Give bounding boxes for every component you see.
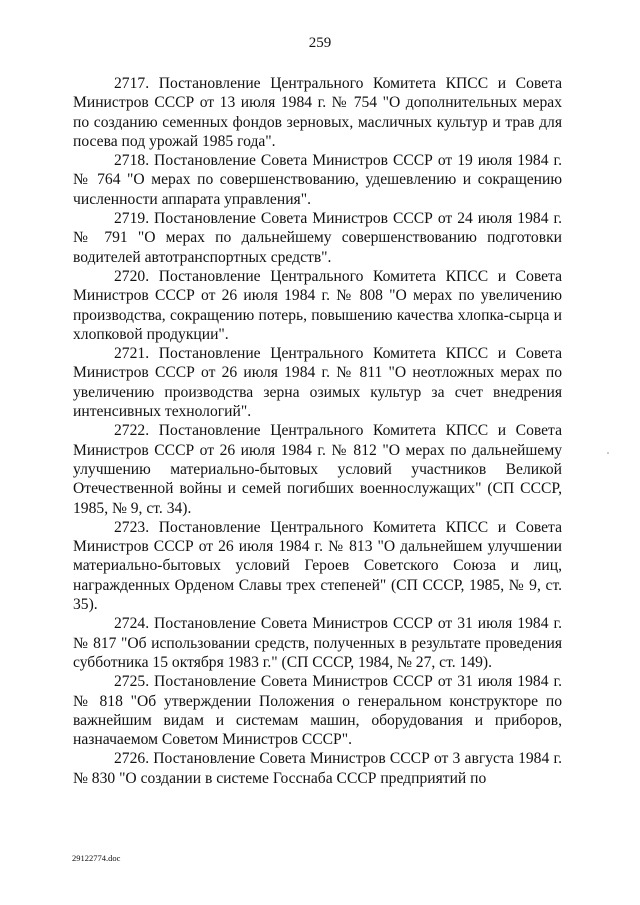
- page-number: 259: [308, 35, 332, 51]
- list-item: 2722. Постановление Центрального Комитета КПСС и Совета Министров СССР от 26 июля 1984 г. № 812 "О мерах по дальнейшему улучшению материально-бытовых условий участников Великой Отечественной войны и семей погибших военнослужащих" (СП СССР, 1985, № 9, ст. 34).: [73, 422, 562, 517]
- list-item: 2717. Постановление Центрального Комитета КПСС и Совета Министров СССР от 13 июля 1984 г. № 754 "О дополнительных мерах по созданию семенных фондов зерновых, масличных культур и трав для посева под урожай 1985 года".: [73, 75, 562, 150]
- list-item: 2724. Постановление Совета Министров СССР от 31 июля 1984 г. № 817 "Об использовании средств, полученных в результате проведения субботника 15 октября 1983 г." (СП СССР, 1984, № 27, ст. 149).: [73, 615, 562, 671]
- list-item: 2721. Постановление Центрального Комитета КПСС и Совета Министров СССР от 26 июля 1984 г. № 811 "О неотложных мерах по увеличению производства зерна озимых культур за счет внедрения интенсивных технологий".: [73, 345, 562, 421]
- list-item: 2718. Постановление Совета Министров СССР от 19 июля 1984 г. № 764 "О мерах по совершенствованию, удешевлению и сокращению численности аппарата управления".: [73, 152, 562, 208]
- list-item: 2723. Постановление Центрального Комитета КПСС и Совета Министров СССР от 26 июля 1984 г. № 813 "О дальнейшем улучшении материально-бытовых условий Героев Советского Союза и лиц, награжденных Орденом Славы трех степеней" (СП СССР, 1985, № 9, ст. 35).: [73, 518, 562, 614]
- footer-file-code: 29122774.doc: [72, 853, 121, 863]
- entry-list: [73, 74, 562, 788]
- list-item: 2725. Постановление Совета Министров СССР от 31 июля 1984 г. № 818 "Об утверждении Положения о генеральном конструкторе по важнейшим видам и системам машин, оборудования и приборов, назначаемом Советом Министров СССР".: [73, 673, 562, 749]
- list-item: 2726. Постановление Совета Министров СССР от 3 августа 1984 г. № 830 "О создании в системе Госснаба СССР предприятий по: [73, 750, 562, 787]
- list-item: 2720. Постановление Центрального Комитета КПСС и Совета Министров СССР от 26 июля 1984 г. № 808 "О мерах по увеличению производства, сокращению потерь, повышению качества хлопка-сырца и хлопковой продукции".: [73, 267, 562, 343]
- scan-speck: [607, 452, 609, 454]
- list-item: 2719. Постановление Совета Министров СССР от 24 июля 1984 г. № 791 "О мерах по дальнейшему совершенствованию подготовки водителей автотранспортных средств".: [73, 210, 562, 266]
